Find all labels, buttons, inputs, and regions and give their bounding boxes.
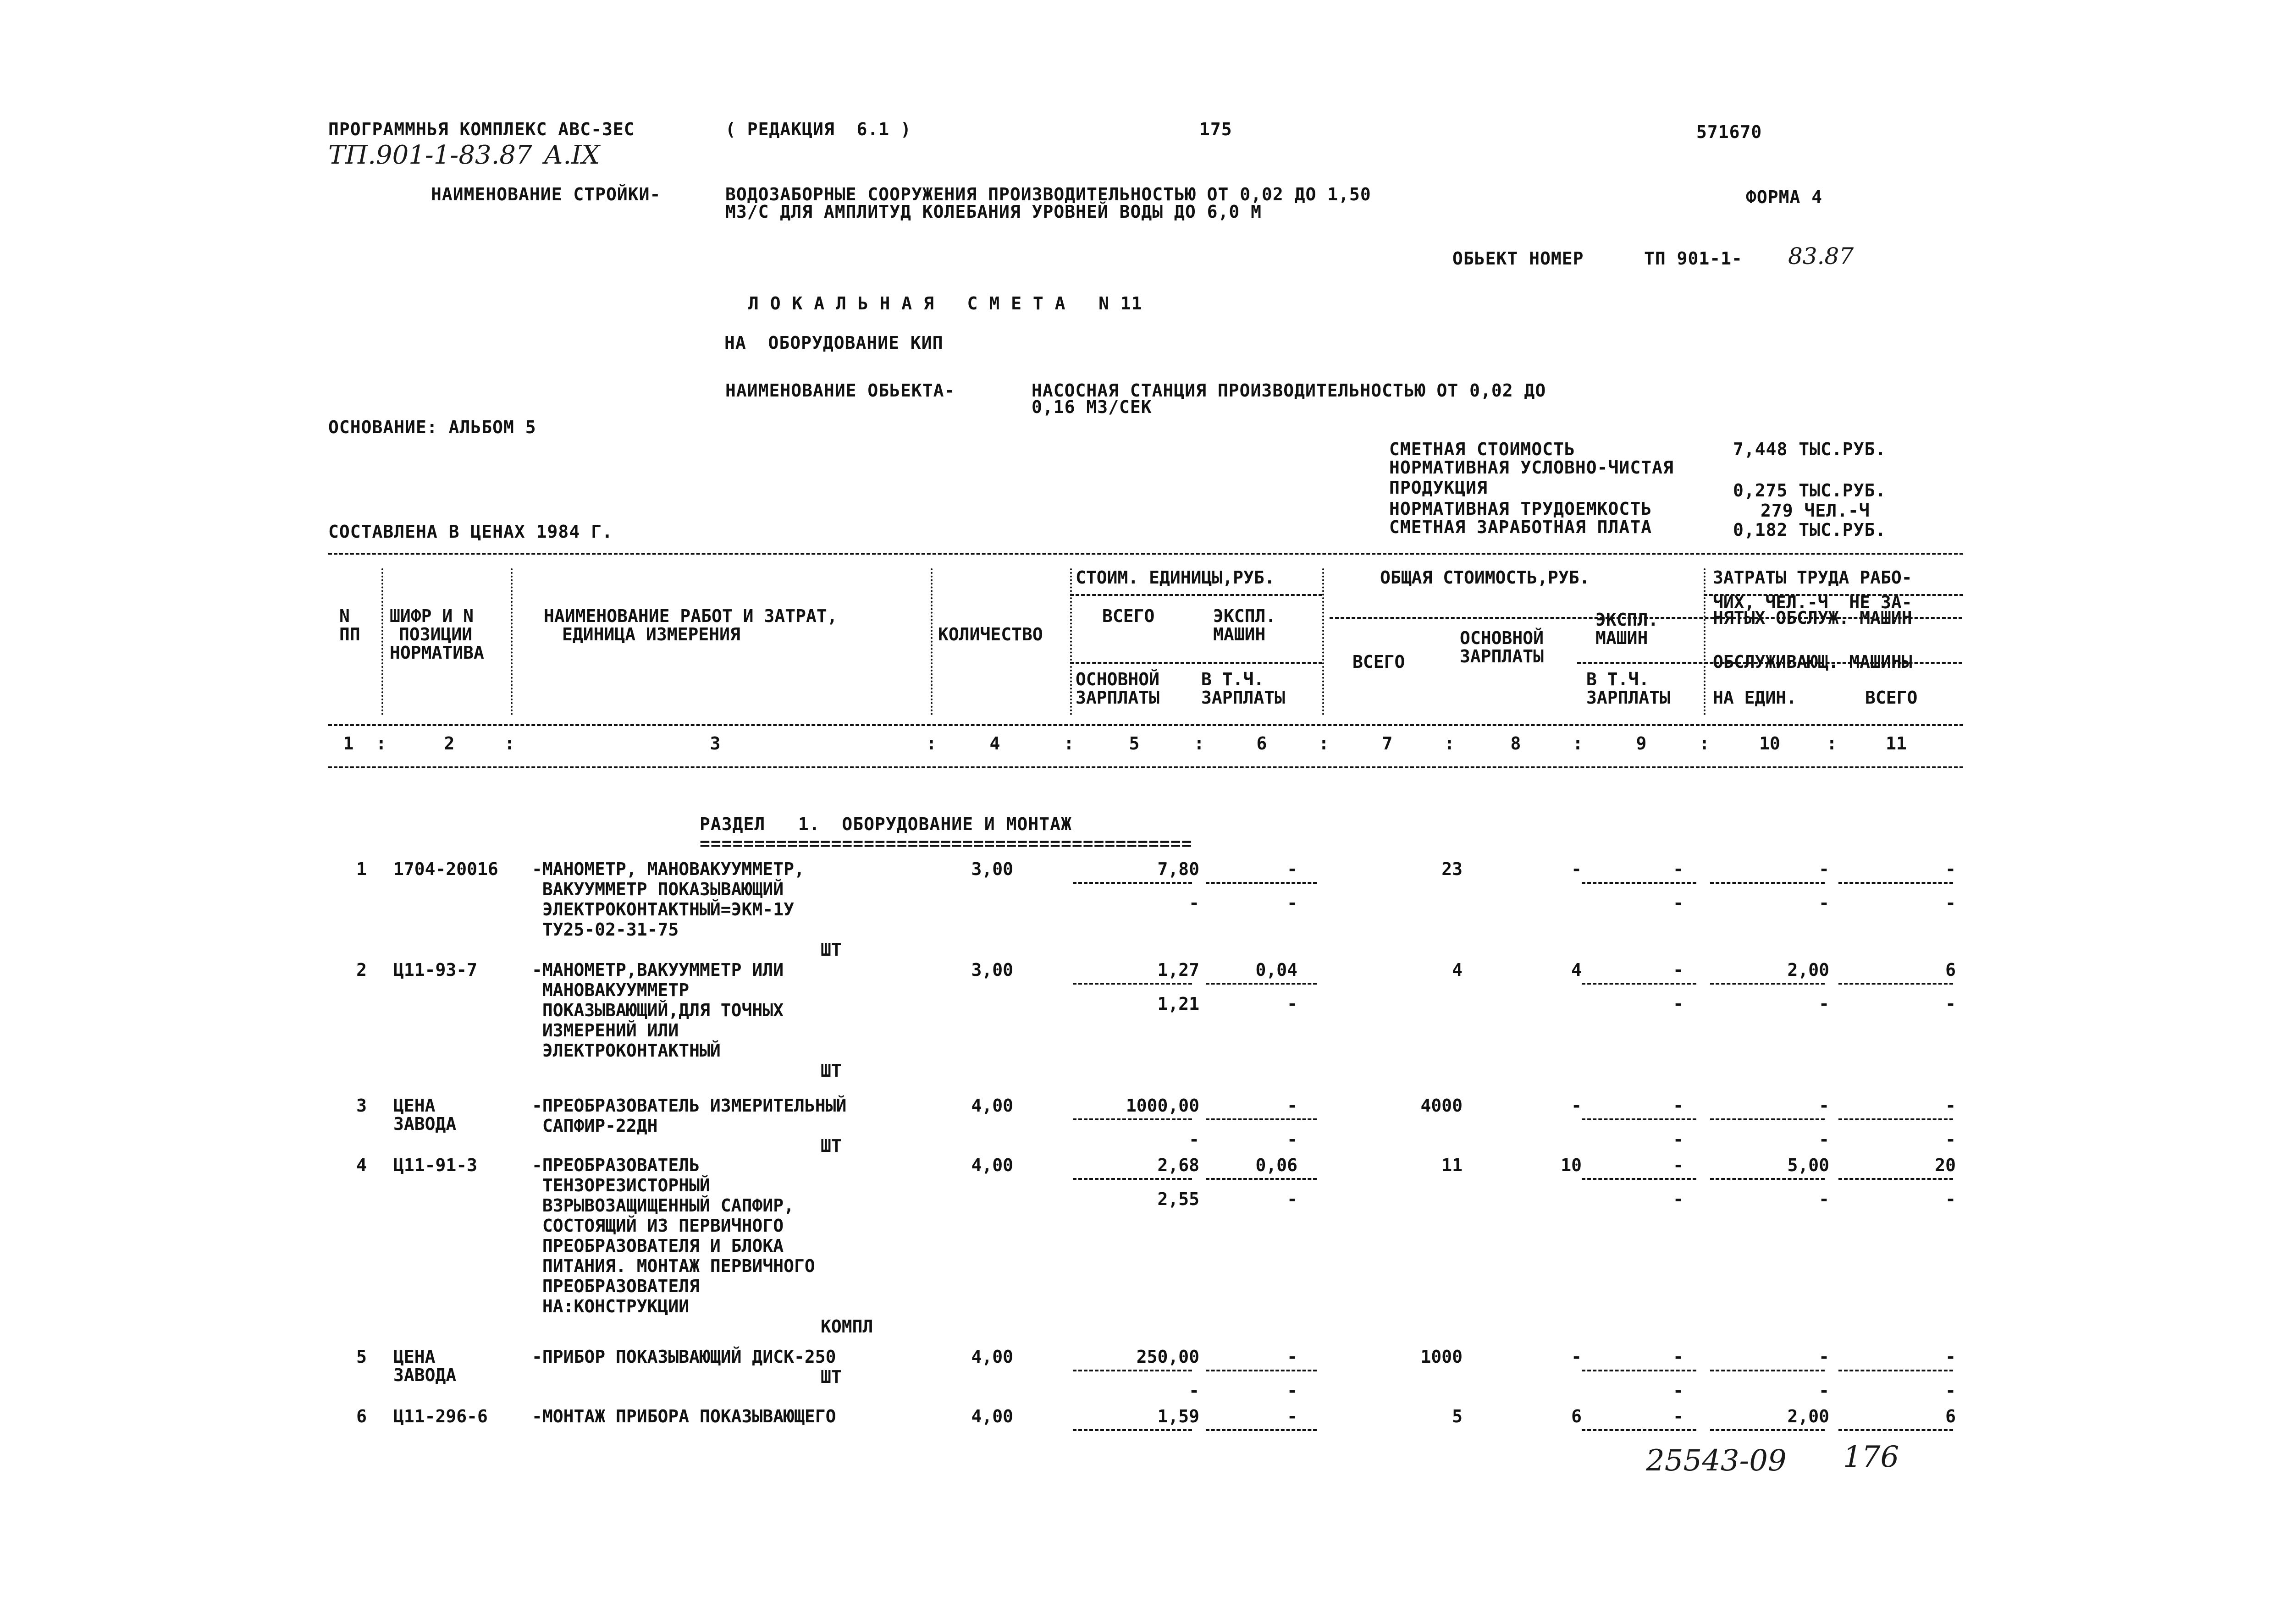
object-name-line1: НАСОСНАЯ СТАНЦИЯ ПРОИЗВОДИТЕЛЬНОСТЬЮ ОТ 0,02 ДО: [1032, 380, 1546, 401]
row-name-line: -ПРЕОБРАЗОВАТЕЛЬ ИЗМЕРИТЕЛЬНЫЙ: [532, 1096, 847, 1116]
row-labor-total-2: -: [1945, 1189, 1956, 1209]
col-sep-mark: :: [1194, 733, 1204, 754]
row-total-incl: -: [1673, 1381, 1683, 1401]
row-unit-total: 1000,00: [1126, 1096, 1199, 1116]
row-code: Ц11-296-6: [393, 1406, 488, 1426]
row-unit-machines: -: [1287, 859, 1297, 879]
cell-divider: [1582, 882, 1696, 884]
row-name-line: НА:КОНСТРУКЦИИ: [532, 1296, 690, 1316]
sub-rule: [1070, 594, 1322, 596]
row-unit-total: 1,59: [1157, 1406, 1199, 1426]
row-number: 3: [356, 1096, 367, 1116]
cell-divider: [1582, 1429, 1696, 1431]
hdr-uc-total: ВСЕГО: [1102, 606, 1155, 626]
row-labor-unit: -: [1819, 1096, 1829, 1116]
row-name-line: ПРЕОБРАЗОВАТЕЛЯ: [532, 1276, 700, 1296]
row-total: 4000: [1420, 1096, 1463, 1116]
hdr-name: ЕДИНИЦА ИЗМЕРЕНИЯ: [562, 624, 740, 644]
row-total-incl: -: [1673, 1189, 1683, 1209]
header-bottom-rule: [328, 724, 1963, 726]
row-total-machines: -: [1673, 1347, 1683, 1367]
colnum-bottom-rule: [328, 766, 1963, 768]
hdr-labor: ОБСЛУЖИВАЮЩ. МАШИНЫ: [1713, 652, 1912, 672]
row-labor-unit-2: -: [1819, 994, 1829, 1014]
row-total-machines: -: [1673, 1096, 1683, 1116]
row-code: ЗАВОДА: [393, 1365, 457, 1385]
row-unit-machines: -: [1287, 1406, 1297, 1426]
col-sep: [1322, 568, 1324, 715]
estimate-subtitle: НА ОБОРУДОВАНИЕ КИП: [724, 333, 944, 353]
row-labor-total-2: -: [1945, 1129, 1956, 1150]
construction-label: НАИМЕНОВАНИЕ СТРОЙКИ-: [431, 184, 661, 204]
cell-divider: [1582, 1118, 1696, 1120]
col-sep-mark: :: [1699, 733, 1710, 754]
col-number: 11: [1886, 733, 1907, 754]
row-name-line: -МАНОМЕТР,ВАКУУММЕТР ИЛИ: [532, 960, 784, 980]
col-sep: [1070, 568, 1072, 715]
row-name-line: -МАНОМЕТР, МАНОВАКУУММЕТР,: [532, 859, 805, 879]
row-name-line: ВАКУУММЕТР ПОКАЗЫВАЮЩИЙ: [532, 879, 784, 899]
row-labor-total: 20: [1935, 1155, 1956, 1175]
row-labor-total: 6: [1945, 1406, 1956, 1426]
row-unit-machines: -: [1287, 1096, 1297, 1116]
cell-divider: [1710, 1178, 1825, 1180]
cell-divider: [1073, 882, 1192, 884]
col-number: 7: [1382, 733, 1393, 754]
edition: ( РЕДАКЦИЯ 6.1 ): [725, 119, 911, 139]
hdr-labor-unit: НА ЕДИН.: [1713, 688, 1797, 708]
cell-divider: [1206, 983, 1317, 985]
col-sep-mark: :: [1573, 733, 1583, 754]
col-sep-mark: :: [376, 733, 386, 754]
row-labor-unit: -: [1819, 859, 1829, 879]
col-number: 8: [1510, 733, 1521, 754]
hdr-tc-mach: ЭКСПЛ.: [1595, 610, 1659, 630]
row-code: ЗАВОДА: [393, 1114, 457, 1134]
row-code: ЦЕНА: [393, 1096, 436, 1116]
row-quantity: 4,00: [971, 1406, 1013, 1426]
cell-divider: [1206, 1118, 1317, 1120]
summary-value: 0,275 ТЫС.РУБ.: [1733, 480, 1887, 501]
cell-divider: [1838, 1178, 1953, 1180]
hdr-uc-base: ЗАРПЛАТЫ: [1076, 688, 1160, 708]
row-unit-total: 250,00: [1136, 1347, 1199, 1367]
row-quantity: 4,00: [971, 1096, 1013, 1116]
cell-divider: [1073, 983, 1192, 985]
row-code: Ц11-91-3: [393, 1155, 478, 1175]
row-name-line: ТУ25-02-31-75: [532, 919, 679, 940]
row-total-machines: -: [1673, 1155, 1683, 1175]
row-name-line: ПРЕОБРАЗОВАТЕЛЯ И БЛОКА: [532, 1236, 784, 1256]
hdr-uc-mach: ЭКСПЛ.: [1213, 606, 1276, 626]
row-number: 1: [356, 859, 367, 879]
cell-divider: [1073, 1178, 1192, 1180]
page-number: 175: [1199, 119, 1232, 139]
col-number: 3: [710, 733, 721, 754]
col-sep: [511, 568, 513, 715]
summary-label: НОРМАТИВНАЯ УСЛОВНО-ЧИСТАЯ: [1389, 457, 1674, 478]
row-total-base: 6: [1571, 1406, 1582, 1426]
row-unit-incl: -: [1287, 1189, 1297, 1209]
row-unit-incl: -: [1287, 1129, 1297, 1150]
row-unit: ШТ: [821, 1061, 842, 1081]
row-total-base: -: [1571, 1096, 1582, 1116]
hdr-unit-cost: СТОИМ. ЕДИНИЦЫ,РУБ.: [1076, 567, 1275, 588]
row-unit-total: 7,80: [1157, 859, 1199, 879]
row-unit: ШТ: [821, 1136, 842, 1156]
row-name-line: ВЗРЫВОЗАЩИЩЕННЫЙ САПФИР,: [532, 1195, 794, 1216]
col-sep-mark: :: [504, 733, 515, 754]
hdr-labor: ЗАТРАТЫ ТРУДА РАБО-: [1713, 567, 1912, 588]
row-unit-total: 1,27: [1157, 960, 1199, 980]
handwritten-page: 176: [1843, 1440, 1899, 1474]
row-name-line: ПОКАЗЫВАЮЩИЙ,ДЛЯ ТОЧНЫХ: [532, 1000, 784, 1020]
hdr-labor: ЧИХ, ЧЕЛ.-Ч НЕ ЗА-: [1713, 592, 1912, 612]
row-labor-unit-2: -: [1819, 1189, 1829, 1209]
hdr-uc-incl: ЗАРПЛАТЫ: [1201, 688, 1286, 708]
prices-basis: СОСТАВЛЕНА В ЦЕНАХ 1984 Г.: [328, 522, 613, 542]
row-total-machines: -: [1673, 1406, 1683, 1426]
hdr-n: N: [339, 606, 350, 626]
row-total-base: 4: [1571, 960, 1582, 980]
hdr-pp: ПП: [339, 624, 360, 644]
hdr-code: ПОЗИЦИИ: [399, 624, 473, 644]
cell-divider: [1073, 1370, 1192, 1371]
col-sep: [931, 568, 933, 715]
row-labor-total: -: [1945, 1347, 1956, 1367]
row-number: 4: [356, 1155, 367, 1175]
row-labor-unit: 5,00: [1787, 1155, 1829, 1175]
cell-divider: [1710, 882, 1825, 884]
summary-label: СМЕТНАЯ ЗАРАБОТНАЯ ПЛАТА: [1389, 517, 1652, 537]
summary-label: НОРМАТИВНАЯ ТРУДОЕМКОСТЬ: [1389, 499, 1652, 519]
cell-divider: [1582, 1370, 1696, 1371]
row-total-base: 10: [1561, 1155, 1582, 1175]
col-number: 4: [989, 733, 1000, 754]
hdr-tc-mach: МАШИН: [1595, 628, 1648, 648]
handwritten-album: А.IX: [544, 140, 600, 170]
section-underline: =============================================: [700, 833, 1192, 853]
row-unit-incl: -: [1287, 994, 1297, 1014]
cell-divider: [1838, 1370, 1953, 1371]
row-unit-base: 2,55: [1157, 1189, 1199, 1209]
row-name-line: -МОНТАЖ ПРИБОРА ПОКАЗЫВАЮЩЕГО: [532, 1406, 836, 1426]
row-name-line: МАНОВАКУУММЕТР: [532, 980, 690, 1000]
cell-divider: [1582, 983, 1696, 985]
row-labor-unit-2: -: [1819, 893, 1829, 913]
row-quantity: 3,00: [971, 960, 1013, 980]
row-unit-base: -: [1189, 1381, 1199, 1401]
col-number: 2: [444, 733, 455, 754]
hdr-uc-base: ОСНОВНОЙ: [1076, 669, 1160, 689]
row-total: 11: [1441, 1155, 1463, 1175]
row-total-incl: -: [1673, 893, 1683, 913]
hdr-tc-incl: В Т.Ч.: [1586, 669, 1650, 689]
row-labor-unit: 2,00: [1787, 960, 1829, 980]
hdr-code: НОРМАТИВА: [390, 643, 484, 663]
col-sep: [381, 568, 383, 715]
summary-value: 279 ЧЕЛ.-Ч: [1761, 501, 1870, 521]
row-number: 2: [356, 960, 367, 980]
cell-divider: [1073, 1118, 1192, 1120]
hdr-labor-total: ВСЕГО: [1865, 688, 1918, 708]
row-labor-total: -: [1945, 859, 1956, 879]
summary-label: ПРОДУКЦИЯ: [1389, 478, 1488, 498]
form-label: ФОРМА 4: [1746, 187, 1823, 207]
col-number: 10: [1759, 733, 1780, 754]
row-labor-unit: -: [1819, 1347, 1829, 1367]
col-sep-mark: :: [1319, 733, 1329, 754]
col-number: 6: [1256, 733, 1267, 754]
row-total: 4: [1452, 960, 1463, 980]
cell-divider: [1073, 1429, 1192, 1431]
cell-divider: [1710, 983, 1825, 985]
cell-divider: [1838, 1429, 1953, 1431]
col-number: 5: [1129, 733, 1140, 754]
row-name-line: -ПРИБОР ПОКАЗЫВАЮЩИЙ ДИСК-250: [532, 1347, 836, 1367]
handwritten-ref: ТП.901-1-83.87: [328, 140, 532, 170]
col-number: 1: [343, 733, 354, 754]
row-total-base: -: [1571, 1347, 1582, 1367]
row-code: ЦЕНА: [393, 1347, 436, 1367]
row-unit-machines: 0,04: [1255, 960, 1297, 980]
row-code: Ц11-93-7: [393, 960, 478, 980]
row-unit-base: -: [1189, 893, 1199, 913]
row-unit-total: 2,68: [1157, 1155, 1199, 1175]
construction-line1: ВОДОЗАБОРНЫЕ СООРУЖЕНИЯ ПРОИЗВОДИТЕЛЬНОСТЬЮ ОТ 0,02 ДО 1,50: [725, 184, 1371, 204]
cell-divider: [1838, 1118, 1953, 1120]
object-number: ТП 901-1-: [1644, 248, 1743, 269]
cell-divider: [1206, 1178, 1317, 1180]
row-total: 5: [1452, 1406, 1463, 1426]
row-labor-unit-2: -: [1819, 1381, 1829, 1401]
row-total-incl: -: [1673, 1129, 1683, 1150]
object-name-label: НАИМЕНОВАНИЕ ОБЬЕКТА-: [725, 380, 955, 401]
col-sep: [1704, 568, 1706, 715]
cell-divider: [1710, 1118, 1825, 1120]
col-sep-mark: :: [1444, 733, 1455, 754]
row-unit-incl: -: [1287, 893, 1297, 913]
hdr-tc-base: ЗАРПЛАТЫ: [1460, 646, 1544, 666]
section-title: РАЗДЕЛ 1. ОБОРУДОВАНИЕ И МОНТАЖ: [700, 814, 1072, 834]
row-unit-base: 1,21: [1157, 994, 1199, 1014]
sub-rule: [1070, 662, 1322, 664]
cell-divider: [1582, 1178, 1696, 1180]
row-number: 5: [356, 1347, 367, 1367]
row-name-line: ПИТАНИЯ. МОНТАЖ ПЕРВИЧНОГО: [532, 1256, 815, 1276]
row-labor-total-2: -: [1945, 893, 1956, 913]
hdr-total-cost: ОБЩАЯ СТОИМОСТЬ,РУБ.: [1380, 567, 1590, 588]
row-unit-machines: -: [1287, 1347, 1297, 1367]
row-labor-total-2: -: [1945, 1381, 1956, 1401]
estimate-title: Л О К А Л Ь Н А Я С М Е Т А N 11: [748, 293, 1143, 314]
hdr-labor: НЯТЫХ ОБСЛУЖ. МАШИН: [1713, 608, 1912, 628]
row-labor-total: -: [1945, 1096, 1956, 1116]
col-number: 9: [1636, 733, 1647, 754]
construction-line2: М3/С ДЛЯ АМПЛИТУД КОЛЕБАНИЯ УРОВНЕЙ ВОДЫ ДО 6,0 М: [725, 202, 1262, 222]
row-unit: ШТ: [821, 1367, 842, 1387]
row-labor-total: 6: [1945, 960, 1956, 980]
header-top-rule: [328, 553, 1963, 555]
object-name-line2: 0,16 М3/СЕК: [1032, 397, 1152, 417]
row-unit: КОМПЛ: [821, 1316, 873, 1337]
row-total-base: -: [1571, 859, 1582, 879]
row-quantity: 4,00: [971, 1347, 1013, 1367]
row-total-machines: -: [1673, 859, 1683, 879]
hdr-name: НАИМЕНОВАНИЕ РАБОТ И ЗАТРАТ,: [544, 606, 838, 626]
cell-divider: [1206, 1429, 1317, 1431]
hdr-uc-incl: В Т.Ч.: [1201, 669, 1264, 689]
row-quantity: 4,00: [971, 1155, 1013, 1175]
summary-value: 0,182 ТЫС.РУБ.: [1733, 520, 1887, 540]
row-code: 1704-20016: [393, 859, 498, 879]
program-name: ПРОГРАММНЬЯ КОМПЛЕКС АВС-3ЕС: [328, 119, 635, 139]
summary-value: 7,448 ТЫС.РУБ.: [1733, 439, 1887, 459]
cell-divider: [1710, 1370, 1825, 1371]
row-labor-total-2: -: [1945, 994, 1956, 1014]
cell-divider: [1206, 882, 1317, 884]
summary-label: СМЕТНАЯ СТОИМОСТЬ: [1389, 439, 1575, 459]
row-name-line: -ПРЕОБРАЗОВАТЕЛЬ: [532, 1155, 700, 1175]
handwritten-code: 25543-09: [1646, 1444, 1787, 1478]
row-name-line: ЭЛЕКТРОКОНТАКТНЫЙ: [532, 1040, 721, 1061]
row-labor-unit: 2,00: [1787, 1406, 1829, 1426]
row-name-line: ЭЛЕКТРОКОНТАКТНЫЙ=ЭКМ-1У: [532, 899, 794, 919]
row-total-machines: -: [1673, 960, 1683, 980]
row-name-line: ИЗМЕРЕНИЙ ИЛИ: [532, 1020, 679, 1040]
hdr-tc-base: ОСНОВНОЙ: [1460, 628, 1544, 648]
object-number-hand: 83.87: [1788, 243, 1854, 270]
doc-code: 571670: [1696, 122, 1762, 142]
col-sep-mark: :: [926, 733, 937, 754]
row-number: 6: [356, 1406, 367, 1426]
row-total: 1000: [1420, 1347, 1463, 1367]
cell-divider: [1206, 1370, 1317, 1371]
hdr-tc-total: ВСЕГО: [1352, 652, 1405, 672]
row-total-incl: -: [1673, 994, 1683, 1014]
col-sep-mark: :: [1064, 733, 1074, 754]
cell-divider: [1710, 1429, 1825, 1431]
row-name-line: СОСТОЯЩИЙ ИЗ ПЕРВИЧНОГО: [532, 1216, 784, 1236]
hdr-qty: КОЛИЧЕСТВО: [938, 624, 1043, 644]
object-label: ОБЬЕКТ НОМЕР: [1452, 248, 1584, 269]
row-name-line: САПФИР-22ДН: [532, 1116, 658, 1136]
row-labor-unit-2: -: [1819, 1129, 1829, 1150]
row-total: 23: [1441, 859, 1463, 879]
row-unit-incl: -: [1287, 1381, 1297, 1401]
row-name-line: ТЕНЗОРЕЗИСТОРНЫЙ: [532, 1175, 710, 1195]
hdr-tc-incl: ЗАРПЛАТЫ: [1586, 688, 1671, 708]
hdr-code: ШИФР И N: [390, 606, 474, 626]
row-unit-base: -: [1189, 1129, 1199, 1150]
row-quantity: 3,00: [971, 859, 1013, 879]
col-sep-mark: :: [1827, 733, 1837, 754]
row-unit: ШТ: [821, 940, 842, 960]
row-unit-machines: 0,06: [1255, 1155, 1297, 1175]
hdr-uc-mach: МАШИН: [1213, 624, 1266, 644]
cell-divider: [1838, 882, 1953, 884]
basis: ОСНОВАНИЕ: АЛЬБОМ 5: [328, 417, 536, 437]
cell-divider: [1838, 983, 1953, 985]
